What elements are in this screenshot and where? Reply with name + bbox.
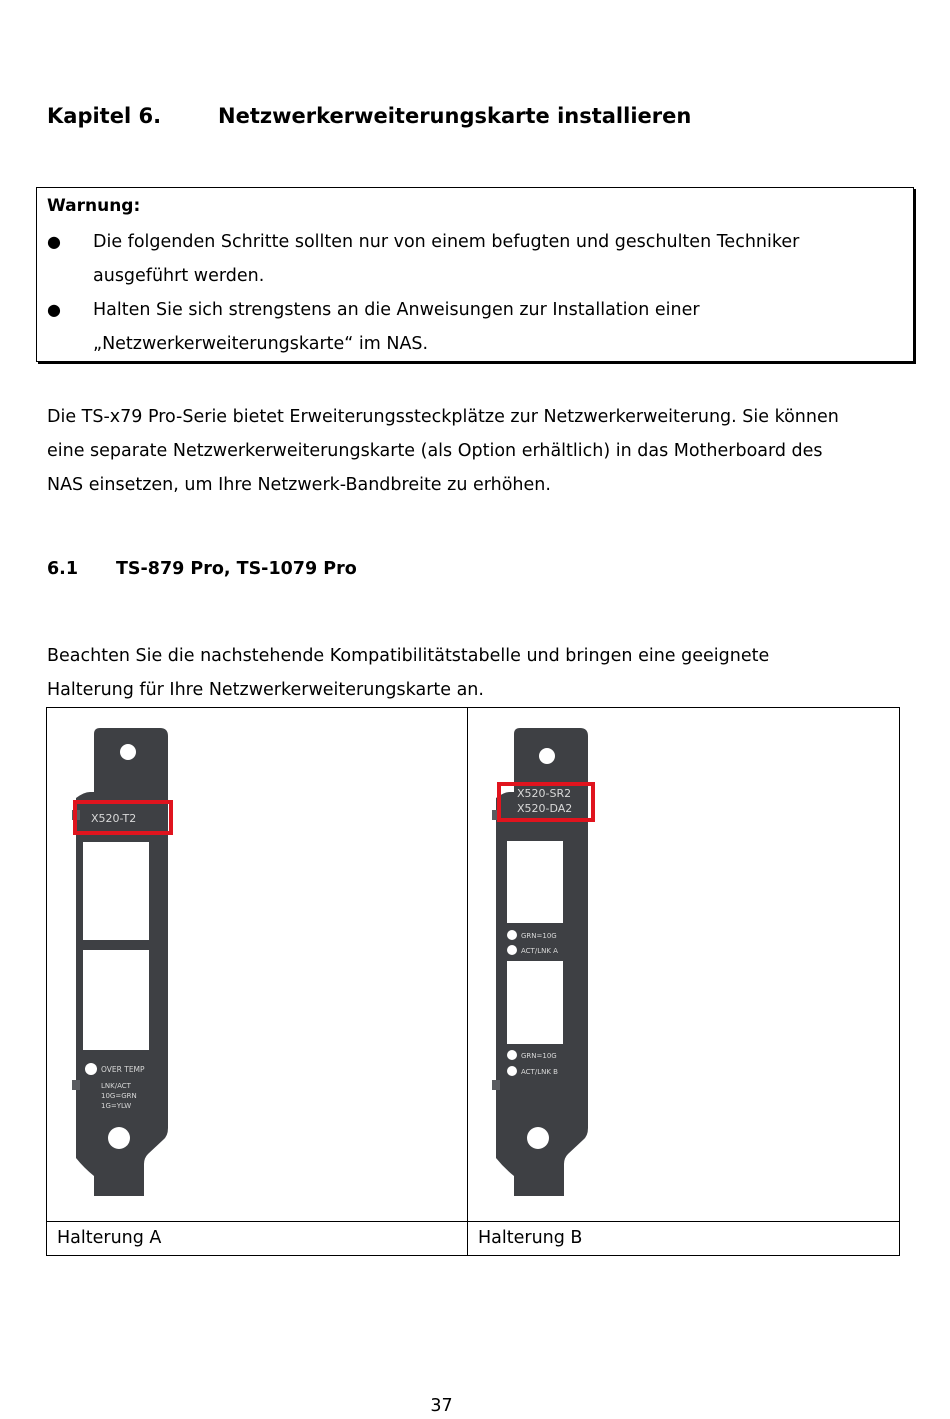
screw-hole-icon (108, 1127, 130, 1149)
section-title: TS-879 Pro, TS-1079 Pro (116, 559, 357, 579)
warning-item-2-line2: „Netzwerkerweiterungskarte“ im NAS. (93, 334, 429, 354)
bracket-a-model-label: X520-T2 (91, 812, 137, 825)
chapter-number: Kapitel 6. (47, 104, 162, 128)
bracket-b-image (480, 728, 610, 1200)
section-number: 6.1 (47, 559, 79, 579)
bracket-b-led-label: GRN=10G (521, 1052, 557, 1060)
port-opening (507, 961, 563, 1044)
screw-hole-icon (539, 748, 555, 764)
bullet-icon: ● (47, 300, 61, 319)
section-text-line-1: Beachten Sie die nachstehende Kompatibilitätstabelle und bringen eine geeignete (47, 646, 770, 666)
screw-hole-icon (120, 744, 136, 760)
led-hole-icon (507, 945, 517, 955)
intro-line-1: Die TS-x79 Pro-Serie bietet Erweiterungssteckplätze zur Netzwerkerweiterung. Sie können (47, 407, 839, 427)
table-divider (46, 1221, 900, 1222)
bracket-a-led-label: 1G=YLW (101, 1102, 132, 1110)
led-hole-icon (507, 1066, 517, 1076)
bracket-b-caption: Halterung B (478, 1228, 583, 1248)
bracket-b-led-label: GRN=10G (521, 932, 557, 940)
bracket-b-model-label: X520-SR2 (517, 787, 572, 800)
port-opening (83, 950, 149, 1050)
table-divider (467, 707, 468, 1256)
port-opening (83, 842, 149, 940)
section-text-line-2: Halterung für Ihre Netzwerkerweiterungskarte an. (47, 680, 484, 700)
bracket-a-led-label: LNK/ACT (101, 1082, 131, 1090)
bracket-b-led-label: ACT/LNK A (521, 947, 558, 955)
bracket-a-caption: Halterung A (57, 1228, 162, 1248)
intro-line-3: NAS einsetzen, um Ihre Netzwerk-Bandbreite zu erhöhen. (47, 475, 551, 495)
bracket-b-tab (492, 1080, 500, 1090)
bracket-a-led-label: OVER TEMP (101, 1065, 145, 1074)
bracket-b-led-label: ACT/LNK B (521, 1068, 558, 1076)
led-hole-icon (507, 930, 517, 940)
bracket-a-led-label: 10G=GRN (101, 1092, 137, 1100)
warning-heading: Warnung: (47, 196, 141, 216)
warning-item-1-line2: ausgeführt werden. (93, 266, 265, 286)
port-opening (507, 841, 563, 923)
warning-item-2-line1: Halten Sie sich strengstens an die Anweisungen zur Installation einer (93, 300, 700, 320)
bracket-a-image (60, 728, 190, 1200)
bullet-icon: ● (47, 232, 61, 251)
warning-item-1-line1: Die folgenden Schritte sollten nur von einem befugten und geschulten Techniker (93, 232, 800, 252)
chapter-title: Netzwerkerweiterungskarte installieren (218, 104, 692, 128)
bracket-b-model-label: X520-DA2 (517, 802, 573, 815)
bracket-a-tab (72, 1080, 80, 1090)
led-hole-icon (85, 1063, 97, 1075)
page-number: 37 (430, 1396, 453, 1416)
intro-line-2: eine separate Netzwerkerweiterungskarte (als Option erhältlich) in das Motherboard des (47, 441, 823, 461)
screw-hole-icon (527, 1127, 549, 1149)
led-hole-icon (507, 1050, 517, 1060)
